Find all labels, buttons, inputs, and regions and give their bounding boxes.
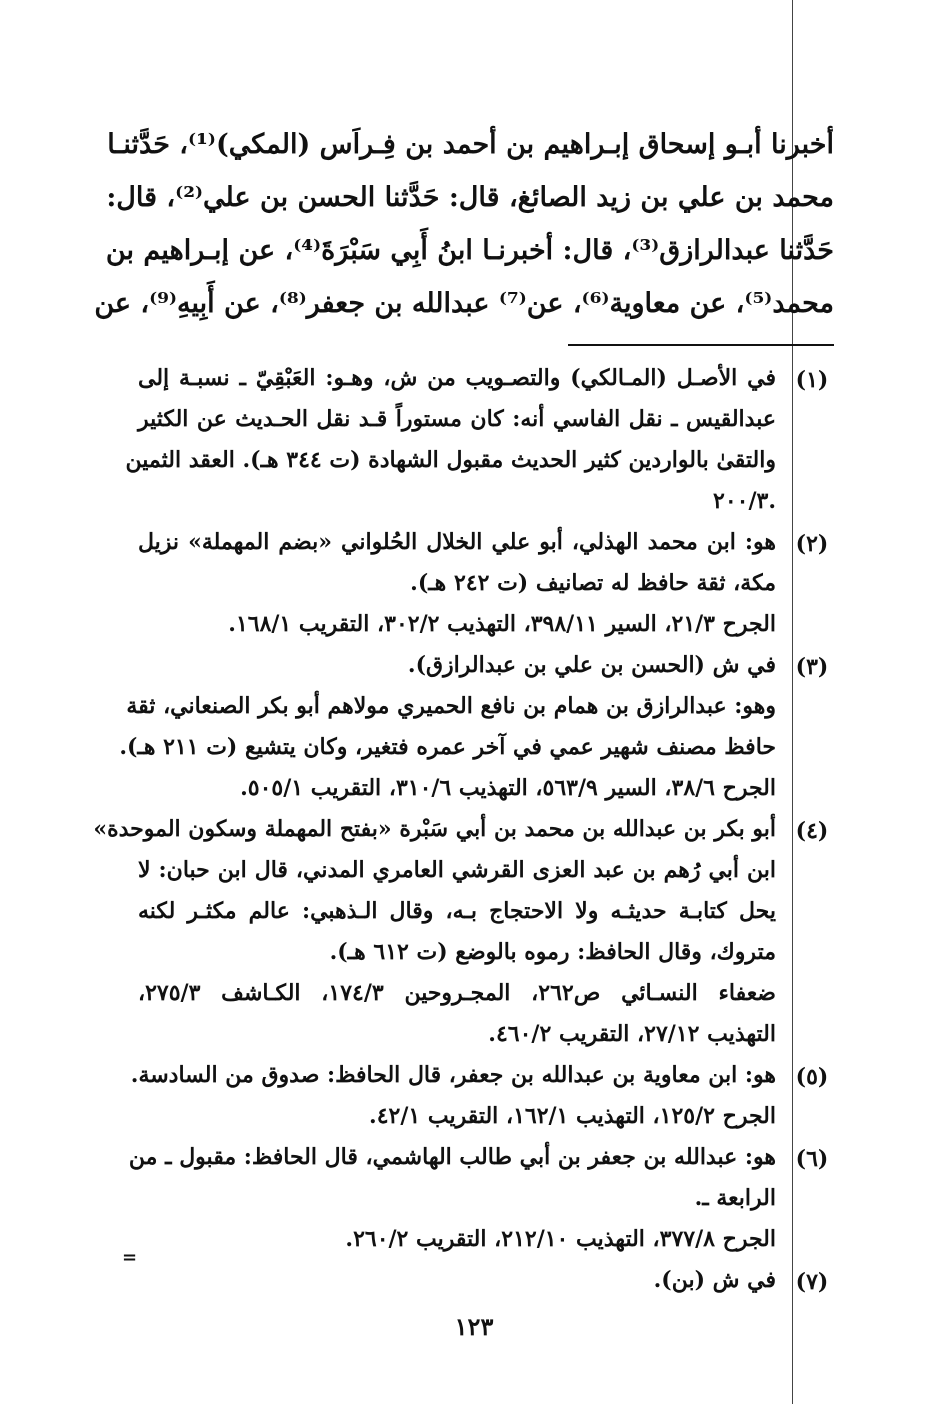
footnote-line: وهو: عبدالرازق بن همام بن نافع الحميري مولاهم أبو بكر الصنعاني، ثقة <box>126 693 776 719</box>
footnote-line: هو: ابن محمد الهذلي، أبو علي الخلال الحُلواني «بضم المهملة» نزيل <box>138 529 776 555</box>
main-text-line: أخبرنا أبـو إسحاق إبـراهيم بن أحمد بن فِـراَس (المكي)⁽¹⁾، حَدَّثنـا <box>107 129 834 160</box>
footnote-line: يحل كتابـة حديثـه ولا الاحتجاج بـه، وقال الـذهبي: عالم مكثـر لكنه <box>138 898 776 924</box>
footnote-line: الجرح ٢١/٣، السير ٣٩٨/١١، التهذيب ٣٠٢/٢، التقريب ١٦٨/١. <box>228 611 776 637</box>
footnote-line: الرابعة ـ. <box>694 1185 776 1211</box>
footnote-line: مكة، ثقة حافظ له تصانيف (ت ٢٤٢ هـ). <box>410 570 776 596</box>
footnote-line: متروك، وقال الحافظ: رموه بالوضع (ت ٦١٢ هـ). <box>329 939 776 965</box>
footnote-line: .٢٠٠/٣ <box>713 488 776 514</box>
footnote-1 <box>125 358 842 522</box>
footnote-number: (٤) <box>795 818 829 844</box>
footnote-6 <box>128 1137 842 1260</box>
continuation-mark: = <box>122 1247 138 1268</box>
footnote-number: (٥) <box>795 1064 829 1090</box>
footnote-line: ضعفاء النسـائي ص٢٦٢، المجـروحين ١٧٤/٣، الكـاشف ٢٧٥/٣، <box>138 980 776 1006</box>
footnote-number: (٧) <box>795 1269 829 1295</box>
main-text-line: محمد بن علي بن زيد الصائغ، قال: حَدَّثنا الحسن بن علي⁽²⁾، قال: <box>106 182 834 213</box>
footnote-line: الجرح ١٢٥/٢، التهذيب ١٦٢/١، التقريب ٤٢/١. <box>369 1103 776 1129</box>
footnote-number: (٣) <box>795 654 829 680</box>
footnotes <box>93 358 842 1301</box>
footnote-line: في الأصـل (المـالكي) والتصـويب من ش، وهـو: العَبْقِيّ ـ نسبـة إلى <box>138 365 776 391</box>
footnote-line: والتقىٰ بالواردين كثير الحديث مقبول الشهادة (ت ٣٤٤ هـ). العقد الثمين <box>125 447 776 473</box>
footnote-line: هو: عبدالله بن جعفر بن أبي طالب الهاشمي، قال الحافظ: مقبول ـ من <box>128 1144 776 1170</box>
footnote-line: التهذيب ٢٧/١٢، التقريب ٤٦٠/٢. <box>488 1021 776 1047</box>
footnote-number: (٢) <box>795 531 829 557</box>
footnote-line: عبدالقيس ـ نقل الفاسي أنه: كان مستوراً قـد نقل الحـديث عن الكثير <box>138 406 776 432</box>
page-number: ١٢٣ <box>454 1312 494 1341</box>
footnote-number: (٦) <box>795 1146 829 1172</box>
footnote-number: (١) <box>795 367 829 393</box>
footnote-7 <box>138 1260 842 1301</box>
footnote-4 <box>93 809 842 1055</box>
footnote-line: في ش (الحسن بن علي بن عبدالرازق). <box>407 652 776 678</box>
footnote-2 <box>138 522 842 645</box>
footnote-line: في ش (بن). <box>653 1267 776 1293</box>
footnote-separator <box>568 344 834 346</box>
main-text-line: محمد⁽⁵⁾، عن معاوية⁽⁶⁾، عن⁽⁷⁾ عبدالله بن جعفر⁽⁸⁾، عن أَبِيهِ⁽⁹⁾، عن <box>94 288 834 319</box>
footnote-line: أبو بكر بن عبدالله بن محمد بن أبي سَبْرة «بفتح المهملة وسكون الموحدة» <box>93 816 776 842</box>
footnote-5 <box>130 1055 842 1137</box>
footnote-line: هو: ابن معاوية بن عبدالله بن جعفر، قال الحافظ: صدوق من السادسة. <box>130 1062 776 1088</box>
main-text-line: حَدَّثنا عبدالرازق⁽³⁾، قال: أخبرنـا ابنُ أَبِي سَبْرَةَ⁽⁴⁾، عن إبـراهيم بن <box>105 235 834 266</box>
footnote-3 <box>119 645 842 809</box>
footnote-line: حافظ مصنف شهير عمي في آخر عمره فتغير، وكان يتشيع (ت ٢١١ هـ). <box>119 734 776 760</box>
footnote-line: الجرح ٣٧٧/٨، التهذيب ٢١٢/١٠، التقريب ٢٦٠/٢. <box>345 1226 776 1252</box>
footnote-line: ابن أبي رُهم بن عبد العزى القرشي العامري المدني، قال ابن حبان: لا <box>138 857 776 883</box>
main-text <box>94 118 834 330</box>
footnote-line: الجرح ٣٨/٦، السير ٥٦٣/٩، التهذيب ٣١٠/٦، التقريب ٥٠٥/١. <box>240 775 776 801</box>
